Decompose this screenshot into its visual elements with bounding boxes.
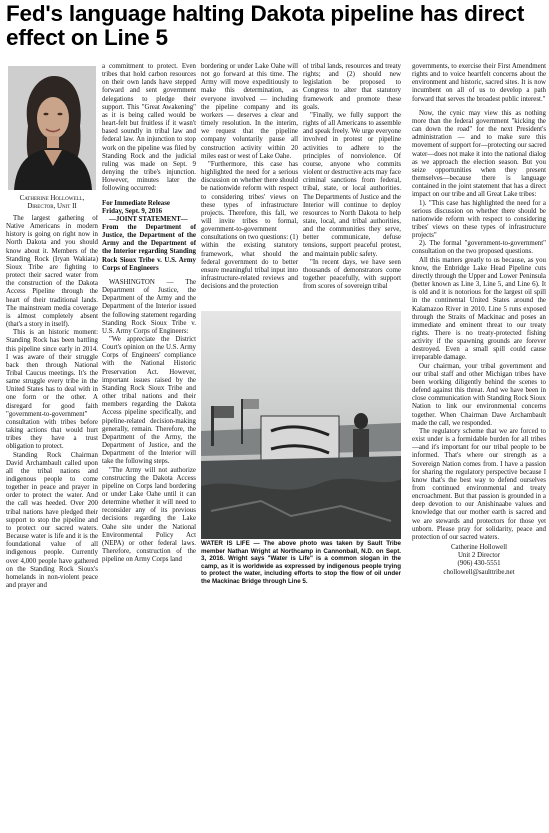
- article-column-2: [102, 63, 196, 829]
- paragraph: of tribal lands, resources and treaty rights; and (2) should new legislation be proposed to Congress to alter that statutory framework and promote these goals.: [303, 63, 401, 111]
- article-column-1: [6, 215, 98, 827]
- paragraph: "In recent days, we have seen thousands of demonstrators come together peacefully, with support from scores of sovereign tribal: [303, 258, 401, 291]
- signature-title: Unit 2 Director: [457, 552, 501, 560]
- release-from: From the Department of Justice, the Department of the Army and the Department of the Interior regarding Standing Rock Sioux Tribe v. U.S. Army Corps of Engineers: [102, 223, 196, 272]
- author-portrait: [8, 66, 96, 190]
- paragraph: Our chairman, your tribal government and our tribal staff and other Michigan tribes have been working diligently behind the scenes to defend against this threat. And we have been in close communication with Standing Rock Sioux Nation to link our environmental concerns together. When Chairman Dave Archambault made the call, we responded.: [412, 362, 546, 427]
- release-date: Friday, Sept. 9, 2016: [102, 207, 163, 215]
- paragraph: Now, the cynic may view this as nothing more than the federal government "kicking the can down the road" for the next President's administration — and to make sure this movement of support for—protecting our sacred water—does not make it into the national dialog as we approach the election season. But you seize opportunities when they present themselves—because there is language contained in the joint statement that has a direct impact on our tribe and all Great Lake tribes:: [412, 109, 546, 199]
- paragraph: All this matters greatly to us because, as you know, the Enbridge Lake Head Pipeline cuts directly through the Upper and Lower Peninsula (better known as Line 3, Line 5, and Line 6). It is old and it is notorious for the largest oil spill in the continental United States around the Kalamazoo River in 2010. Line 5 runs exposed through the Straits of Mackinac and poses an immediate and eminent threat to our treaty rights. There is no treaty-protected fishing activity if the spawning grounds are forever destroyed. Even a small spill could cause irreparable damage.: [412, 256, 546, 362]
- article-column-4: [303, 63, 401, 308]
- release-statement: —JOINT STATEMENT—: [109, 215, 188, 223]
- article-column-3: [201, 63, 298, 308]
- paragraph: 1). "This case has highlighted the need for a serious discussion on whether there should be nationwide reform with respect to considering tribes' views on these types of infrastructure projects": [412, 199, 546, 240]
- author-caption: [6, 195, 98, 211]
- paragraph: 2). The formal "government-to-government" consultation on the two proposed questions.: [412, 240, 546, 256]
- signature-phone: (906) 430-5551: [457, 560, 501, 568]
- paragraph: WASHINGTON — The Department of Justice, the Department of the Army and the Department of the Interior issued the following statement regarding Standing Rock Sioux Tribe v. U.S. Army Corps of Engineers:: [102, 278, 196, 335]
- author-name: Catherine Hollowell,: [19, 195, 85, 202]
- paragraph: "We appreciate the District Court's opinion on the U.S. Army Corps of Engineers' compliance with the National Historic Preservation Act. However, important issues raised by the Standing Rock Sioux Tribe and other tribal nations and their members regarding the Dakota Access pipeline specifically, and pipeline-related decision-making generally, remain. Therefore, the Department of the Army, the Department of Justice, and the Department of the Interior will take the following steps.: [102, 336, 196, 466]
- article-column-5: [410, 63, 546, 829]
- paragraph: This is an historic moment: Standing Rock has been battling this pipeline since early in 2014. I was aware of their struggle back then through National Tribal Caucus meetings. It's the same struggle every tribe in the United States has to deal with in one form or the other. A disregard for good faith "government-to-government" consultation with tribes before taking actions that would hurt tribes they have a trust obligation to protect.: [6, 329, 98, 451]
- paragraph: The regulatory scheme that we are forced to exist under is a formidable burden for all tribes—and it's important for our tribal people to be informed. That's where our strength as a Sovereign Nation comes from. I have a passion for sharing the regulatory perspective because I know that's the best way to defend ourselves from continued environmental and treaty encroachment. But that passion is grounded in a deep devotion to our Anishinaabe values and knowledge that our mother earth is sacred and we are stewards and protectors for those yet unborn. Please pray for solidarity, peace and protection of our sacred waters.: [412, 427, 546, 541]
- paragraph: a commitment to protect. Even tribes that hold carbon resources on their own lands have stepped forward and sent government delegations to pledge their support. This "Great Awakening" as it is being called would be heart-felt but fruitless if it wasn't based soundly in tribal law and federal law. An injunction to stop work on the pipeline was filed by Standing Rock and the judicial ruling was made on Sept. 9 denying the tribe's injunction. However, minutes later the following occurred:: [102, 63, 196, 193]
- release-title: For Immediate Release: [102, 199, 170, 207]
- paragraph: "The Army will not authorize constructing the Dakota Access pipeline on Corps land bordering or under Lake Oahe until it can determine whether it will need to reconsider any of its previous decisions regarding the Lake Oahe site under the National Environmental Policy Act (NEPA) or other federal laws. Therefore, construction of the pipeline on Army Corps land: [102, 466, 196, 564]
- paragraph: The largest gathering of Native Americans in modern history is going on right now in North Dakota and you should know about it. Members of the Standing Rock (Iryan Wakiata) Sioux Tribe are fighting to protect their sacred water from the construction of the Dakota Access Pipeline through the heart of their traditional lands. The mainstream media coverage is almost completely absent (that's a story in itself).: [6, 215, 98, 329]
- protest-photo: [201, 311, 401, 539]
- paragraph: "Finally, we fully support the rights of all Americans to assemble and speak freely. We urge everyone involved in protest or pipeline activities to adhere to the principles of nonviolence. Of course, anyone who commits violent or destructive acts may face criminal sanctions from federal, tribal, state, or local authorities. The Departments of Justice and the Interior will continue to deploy resources to North Dakota to help state, local, and tribal authorities, and the communities they serve, better communicate, defuse tensions, support peaceful protest, and maintain public safety.: [303, 111, 401, 258]
- author-title: Director, Unit II: [27, 203, 77, 211]
- paragraph: Standing Rock Chairman David Archambault called upon all the tribal nations and indigenous people to come together in peace and prayer in order to protect the water. And the call was heeded. Over 200 tribal nations have pledged their support to stop the pipeline and to protect our sacred waters. Because water is life and it is the foundational value of all indigenous people. Currently over 4,000 people have gathered on the Standing Rock Sioux's homelands in non-violent peace and prayer and: [6, 451, 98, 590]
- signature-block: [412, 544, 546, 577]
- paragraph: bordering or under Lake Oahe will not go forward at this time. The Army will move expeditiously to make this determination, as everyone involved — including the pipeline company and its workers — deserves a clear and timely resolution. In the interim, we request that the pipeline company voluntarily pause all construction activity within 20 miles east or west of Lake Oahe.: [201, 63, 298, 160]
- headline: Fed's language halting Dakota pipeline has direct effect on Line 5: [6, 1, 525, 50]
- paragraph: "Furthermore, this case has highlighted the need for a serious discussion on whether there should be nationwide reform with respect to considering tribes' views on these types of infrastructure projects. Therefore, this fall, we will invite tribes to formal, government-to-government consultations on two questions: (1) within the existing statutory framework, what should the federal government do to better ensure meaningful tribal input into infrastructure-related reviews and decisions and the protection: [201, 160, 298, 291]
- signature-name: Catherine Hollowell: [450, 544, 508, 552]
- photo-caption: WATER IS LIFE — The above photo was taken by Sault Tribe member Nathan Wright at Northcamp in Cannonball, N.D. on Sept. 3, 2016. Wright says "Water is Life" is a common slogan in the camp, as it is worldwide as expressed by indigenous people trying to protect the water, including efforts to stop the flow of oil under the Mackinac Bridge through Line 5.: [201, 540, 401, 585]
- signature-email: chollowell@saulttribe.net: [443, 568, 515, 576]
- paragraph: governments, to exercise their First Amendment rights and to voice heartfelt concerns about the environment and historic, sacred sites. It is now incumbent on all of us to develop a path forward that serves the broadest public interest.": [412, 63, 546, 103]
